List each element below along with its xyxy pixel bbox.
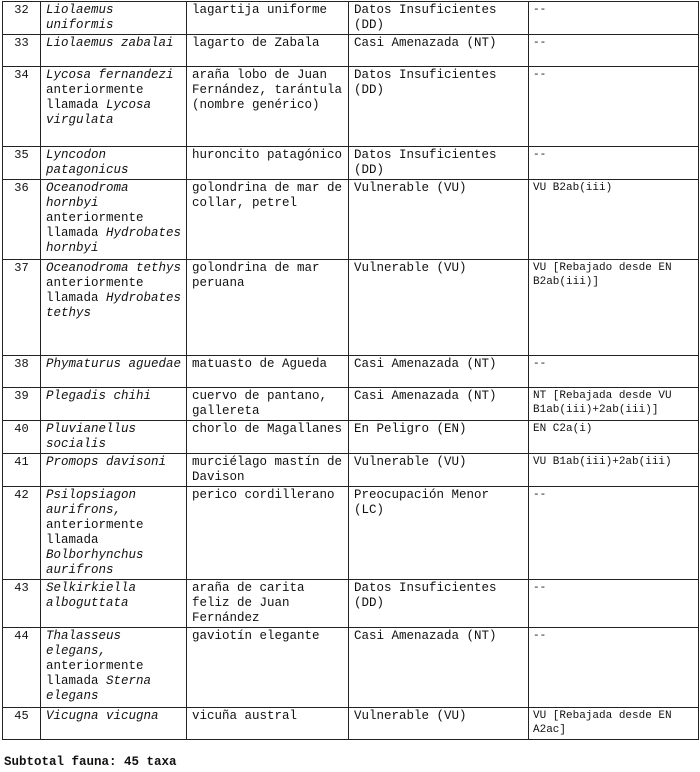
- table-row: [3, 35, 699, 67]
- conservation-status: Datos Insuficientes (DD): [349, 67, 529, 147]
- table-row: [3, 628, 699, 708]
- scientific-name: [41, 35, 187, 67]
- common-name: cuervo de pantano, gallereta: [187, 388, 349, 421]
- scientific-name-part: Plegadis chihi: [46, 389, 152, 403]
- scientific-name: [41, 67, 187, 147]
- scientific-name-part: Pluvianellus socialis: [46, 422, 137, 451]
- iucn-criteria: VU [Rebajada desde EN A2ac]: [529, 708, 699, 740]
- table-row: [3, 421, 699, 454]
- scientific-name: [41, 180, 187, 260]
- conservation-status: Datos Insuficientes (DD): [349, 580, 529, 628]
- common-name: araña de carita feliz de Juan Fernández: [187, 580, 349, 628]
- common-name: lagarto de Zabala: [187, 35, 349, 67]
- conservation-status: Vulnerable (VU): [349, 454, 529, 487]
- iucn-criteria: --: [529, 580, 699, 628]
- row-number: 34: [3, 67, 41, 147]
- conservation-status: Casi Amenazada (NT): [349, 628, 529, 708]
- table-row: [3, 356, 699, 388]
- common-name: golondrina de mar peruana: [187, 260, 349, 356]
- conservation-status: Vulnerable (VU): [349, 180, 529, 260]
- table-row: [3, 260, 699, 356]
- scientific-name: [41, 454, 187, 487]
- scientific-name-part: Oceanodroma hornbyi: [46, 181, 129, 210]
- scientific-name-part: Lycosa fernandezi: [46, 68, 174, 82]
- conservation-status: Casi Amenazada (NT): [349, 388, 529, 421]
- row-number: 38: [3, 356, 41, 388]
- row-number: 45: [3, 708, 41, 740]
- name-note: anteriormente llamada: [46, 659, 144, 688]
- iucn-criteria: --: [529, 487, 699, 580]
- name-note: anteriormente llamada: [46, 83, 144, 112]
- scientific-name-part: Liolaemus zabalai: [46, 36, 174, 50]
- scientific-name-part: Hydrobates tethys: [46, 291, 182, 320]
- table-row: [3, 2, 699, 35]
- table-row: [3, 180, 699, 260]
- iucn-criteria: NT [Rebajada desde VU B1ab(iii)+2ab(iii)]: [529, 388, 699, 421]
- iucn-criteria: --: [529, 147, 699, 180]
- scientific-name: [41, 356, 187, 388]
- name-note: anteriormente llamada: [46, 276, 144, 305]
- common-name: golondrina de mar de collar, petrel: [187, 180, 349, 260]
- scientific-name-part: Lyncodon patagonicus: [46, 148, 129, 177]
- row-number: 33: [3, 35, 41, 67]
- conservation-status: En Peligro (EN): [349, 421, 529, 454]
- table-row: [3, 580, 699, 628]
- row-number: 40: [3, 421, 41, 454]
- row-number: 37: [3, 260, 41, 356]
- table-row: [3, 708, 699, 740]
- iucn-criteria: --: [529, 67, 699, 147]
- scientific-name-part: Hydrobates hornbyi: [46, 226, 182, 255]
- row-number: 41: [3, 454, 41, 487]
- subtotal-footer: Subtotal fauna: 45 taxa: [4, 755, 177, 769]
- scientific-name: [41, 487, 187, 580]
- iucn-criteria: VU [Rebajado desde EN B2ab(iii)]: [529, 260, 699, 356]
- iucn-criteria: --: [529, 628, 699, 708]
- scientific-name-part: Phymaturus aguedae: [46, 357, 182, 371]
- scientific-name: [41, 147, 187, 180]
- species-table: [2, 1, 699, 740]
- table-row: [3, 487, 699, 580]
- scientific-name-part: Promops davisoni: [46, 455, 167, 469]
- scientific-name-part: Lycosa virgulata: [46, 98, 152, 127]
- iucn-criteria: EN C2a(i): [529, 421, 699, 454]
- conservation-status: Vulnerable (VU): [349, 708, 529, 740]
- row-number: 35: [3, 147, 41, 180]
- conservation-status: Datos Insuficientes (DD): [349, 147, 529, 180]
- scientific-name-part: Bolborhynchus aurifrons: [46, 548, 144, 577]
- name-note: anteriormente llamada: [46, 518, 144, 547]
- scientific-name: [41, 628, 187, 708]
- conservation-status: Casi Amenazada (NT): [349, 356, 529, 388]
- iucn-criteria: --: [529, 356, 699, 388]
- common-name: araña lobo de Juan Fernández, tarántula (nombre genérico): [187, 67, 349, 147]
- scientific-name-part: Liolaemus uniformis: [46, 3, 114, 32]
- common-name: murciélago mastín de Davison: [187, 454, 349, 487]
- scientific-name: [41, 2, 187, 35]
- scientific-name: [41, 388, 187, 421]
- conservation-status: Casi Amenazada (NT): [349, 35, 529, 67]
- scientific-name: [41, 708, 187, 740]
- common-name: matuasto de Agueda: [187, 356, 349, 388]
- iucn-criteria: VU B2ab(iii): [529, 180, 699, 260]
- row-number: 43: [3, 580, 41, 628]
- scientific-name: [41, 421, 187, 454]
- iucn-criteria: VU B1ab(iii)+2ab(iii): [529, 454, 699, 487]
- table-row: [3, 454, 699, 487]
- common-name: chorlo de Magallanes: [187, 421, 349, 454]
- table-row: [3, 67, 699, 147]
- scientific-name-part: Thalasseus elegans,: [46, 629, 122, 658]
- name-note: anteriormente llamada: [46, 211, 144, 240]
- common-name: lagartija uniforme: [187, 2, 349, 35]
- common-name: gaviotín elegante: [187, 628, 349, 708]
- scientific-name-part: Vicugna vicugna: [46, 709, 159, 723]
- common-name: perico cordillerano: [187, 487, 349, 580]
- common-name: huroncito patagónico: [187, 147, 349, 180]
- scientific-name-part: Selkirkiella alboguttata: [46, 581, 137, 610]
- row-number: 44: [3, 628, 41, 708]
- scientific-name: [41, 260, 187, 356]
- conservation-status: Datos Insuficientes (DD): [349, 2, 529, 35]
- row-number: 42: [3, 487, 41, 580]
- table-row: [3, 388, 699, 421]
- conservation-status: Vulnerable (VU): [349, 260, 529, 356]
- scientific-name-part: Sterna elegans: [46, 674, 152, 703]
- table-row: [3, 147, 699, 180]
- scientific-name-part: Oceanodroma tethys: [46, 261, 182, 275]
- row-number: 36: [3, 180, 41, 260]
- iucn-criteria: --: [529, 35, 699, 67]
- scientific-name-part: Psilopsiagon aurifrons,: [46, 488, 137, 517]
- scientific-name: [41, 580, 187, 628]
- conservation-status: Preocupación Menor (LC): [349, 487, 529, 580]
- row-number: 39: [3, 388, 41, 421]
- common-name: vicuña austral: [187, 708, 349, 740]
- row-number: 32: [3, 2, 41, 35]
- iucn-criteria: --: [529, 2, 699, 35]
